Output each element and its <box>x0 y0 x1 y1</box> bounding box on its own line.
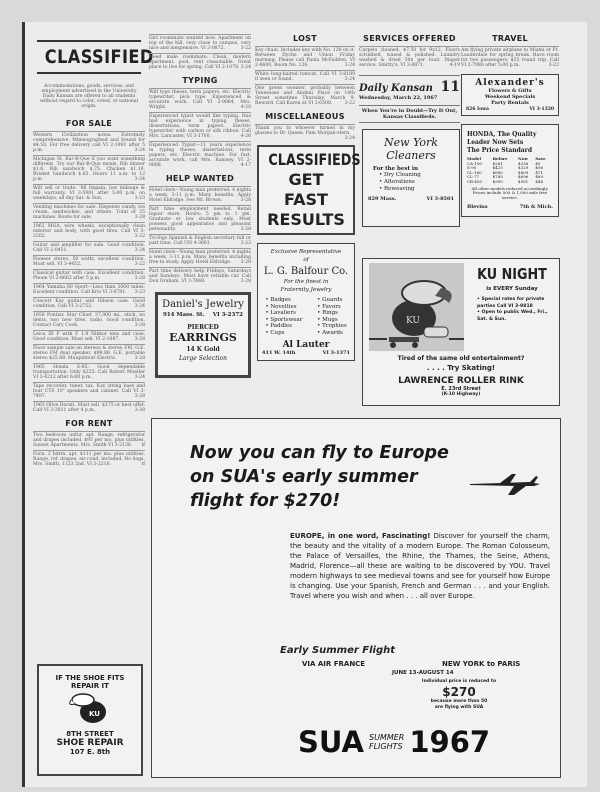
ad-text: Tri-Sigs Spanish & English secretary full or part time. Call UN 4-3661. <box>149 236 251 246</box>
honda-col-header: Before <box>492 156 508 161</box>
classified-ad <box>149 141 251 170</box>
paper-date: Wednesday, March 22, 1967 <box>359 95 438 101</box>
balfour-rep: Al Lauter <box>282 340 330 350</box>
ad-text: Michigan St. Bar-B-Que if you want something different. Try our Bar-B-Que meals. Rib dinner $1.6. Rib sandwich $.75. Chicken $1.10. Brisket Sandwich $.65. Hours 11 a.m. to 12 p.m. <box>33 157 145 182</box>
section-for-rent: FOR RENT <box>65 419 113 428</box>
balfour-item: • Guards <box>317 297 347 304</box>
shoe-mascot-text: KU <box>89 710 100 718</box>
ad-code: 3-24 <box>134 304 145 309</box>
ad-code: 3-28 <box>240 279 251 284</box>
ad-text: Key chain. Includes key with No. 126 on it. Between Dyche and Union Friday morning. Please call Paula McFadden. VI 2-6600, Room No. 126. <box>255 48 355 68</box>
honda-cell: $44 <box>535 178 543 184</box>
honda-cell: $609 <box>518 169 529 175</box>
section-misc: MISCELLANEOUS <box>265 112 345 121</box>
alexanders-address: 826 Iowa <box>466 107 489 112</box>
classified-ad <box>255 46 355 70</box>
policy-text: Accommodations, goods, services, and employment advertised in the University Daily Kansan are offered to all students without regard to color, creed, or national origin. <box>39 84 139 109</box>
ad-code: 3-22 <box>240 46 251 51</box>
classified-ad <box>149 34 251 53</box>
honda-cell: $236 <box>518 160 529 166</box>
honda-location: 7th & Mich. <box>519 203 553 210</box>
balfour-item: • Awards <box>317 330 347 337</box>
cgr-line-4: RESULTS <box>267 210 345 229</box>
travel-list <box>461 46 559 70</box>
balfour-tag2: Fraternity Jewelry <box>280 287 332 293</box>
sua-flight-title: Early Summer Flight <box>280 645 396 656</box>
ad-text: White long-haired tomcat. Call VI 3-8189 if seen or found. <box>255 72 355 82</box>
shoe-repair-ad <box>37 664 143 776</box>
balfour-item: • Sportswear <box>265 317 302 324</box>
honda-head-2: Leader Now Sets <box>467 139 524 146</box>
daniels-l4: Large Selection <box>178 355 228 362</box>
honda-head-3: The Price Standard <box>467 147 533 154</box>
classified-ad <box>33 184 145 203</box>
roommate-list <box>149 34 251 72</box>
section-typing: TYPING <box>182 76 218 85</box>
ad-code: 4-19 <box>449 63 460 68</box>
rink-highway: (K-10 Highway) <box>441 392 481 397</box>
ad-text: Guitar and amplifier for sale. Good condition. Call VI 2-0451. <box>33 243 145 253</box>
classified-ad <box>33 401 145 415</box>
classified-ad <box>149 186 251 205</box>
ad-code: 3-22 <box>134 262 145 267</box>
classified-ad <box>33 344 145 363</box>
column-4 <box>359 34 460 227</box>
column-1 <box>33 34 154 776</box>
ny-address: 829 Mass. <box>368 196 397 202</box>
sua-price: $270 <box>442 685 476 699</box>
sua-carrier: VIA AIR FRANCE <box>302 660 366 668</box>
daniels-l2: EARRINGS <box>169 331 237 344</box>
ad-text: Leica III F with F 1.9 Nikkor lens and case. Good condition. Must sell. VI 2-1087. <box>33 332 145 342</box>
paper-tagline: When You're in Doubt—Try It Out, Kansas Classifieds. <box>359 105 460 123</box>
ny-name-1: New York <box>384 136 438 149</box>
daniels-name: Daniel's Jewelry <box>162 299 244 310</box>
balfour-of: of <box>303 257 309 263</box>
mascot-text: KU <box>406 316 420 326</box>
classified-ad <box>33 431 145 450</box>
daniels-phone: VI 3-2372 <box>212 312 243 318</box>
ad-text: 1958 Pontiac Star Chief. 37,000 mi., stick, no dents, two new tires, radio. Good condition. Contact Cary Cook. <box>33 313 145 328</box>
honda-cell: $696 <box>518 174 529 180</box>
ad-text: Vending machines for sale. Dispense candy, ice cream, sandwiches, and others. Total of 35 machines. Route for sale. <box>33 205 145 220</box>
ad-text: Tape recorder, tuner, tax. Kay string bass and four CTS 10" speakers and cabinet. Call VI 3-7497. <box>33 384 145 399</box>
shoe-line-2: REPAIR IT <box>71 682 109 690</box>
classified-ad <box>33 269 145 283</box>
jayhawk-icon <box>65 692 115 726</box>
ad-text: Experienced typist would like typing. Has had experience in typing theses, dissertations, term papers. Electric typewriter with carbon or silk ribbon. Call Mrs. Lancaster, VI 3-1700. <box>149 114 251 139</box>
ad-code: tf <box>141 462 145 467</box>
honda-head-1: HONDA, The Quality <box>467 131 537 138</box>
balfour-item: • Trophies <box>317 323 347 330</box>
ad-text: Two bedroom unfur. apt. Range, refrigerator and drapes included. $95 per mo. plus utilities. Sunset Apartments. Mrs. Smith VI 3-2136. <box>33 433 145 448</box>
honda-cell: $71 <box>535 169 543 175</box>
classified-ad <box>149 267 251 286</box>
honda-cell: $425 <box>492 165 503 171</box>
sua-price-block <box>414 679 504 711</box>
section-for-sale: FOR SALE <box>65 119 113 128</box>
sua-logo-flights: FLIGHTS <box>369 742 403 751</box>
ad-text: Furn. 2 bdrm. apt. $111 per mo. plus utilities. Range, ref. drapes, air cond. included. No dogs. Mrs. Smith, 1123 2nd. VI 3-2216. <box>33 452 145 467</box>
sua-headline-2: on SUA's early summer <box>190 467 418 487</box>
ad-code: 3-22 <box>548 63 559 68</box>
ad-code: 3-28 <box>134 408 145 413</box>
sua-logo <box>298 725 490 759</box>
balfour-item: • Mugs <box>317 317 347 324</box>
ad-code: 3-28 <box>240 260 251 265</box>
ad-code: 3-24 <box>134 148 145 153</box>
ny-name-2: Cleaners <box>386 149 436 162</box>
balfour-items-left <box>265 297 302 336</box>
ad-code: 3-23 <box>134 290 145 295</box>
classified-ad <box>461 46 559 70</box>
honda-cell: $785 <box>492 174 503 180</box>
honda-row <box>467 180 553 185</box>
cgr-line-3: FAST <box>284 190 328 209</box>
ad-code: 3-28 <box>134 215 145 220</box>
honda-cell: $951 <box>518 178 529 184</box>
lost-list <box>255 46 355 108</box>
sua-logo-sua: SUA <box>298 725 364 759</box>
alexanders-line-3: Party Rentals <box>491 100 529 106</box>
classified-ad <box>359 46 460 70</box>
help-wanted-list <box>149 186 251 286</box>
ad-code: 3-24 <box>134 248 145 253</box>
ku-bullet: • Special rates for private parties Call VI 3-9818 <box>477 297 557 310</box>
sua-price-note: Individual price is reduced to <box>421 679 497 684</box>
ku-night-ad <box>362 258 560 406</box>
classified-ad <box>33 330 145 344</box>
honda-col-header: Save <box>535 156 546 161</box>
ku-night-sub: is EVERY Sunday <box>486 286 538 292</box>
ad-code: 3-22 <box>134 234 145 239</box>
ad-code: 3-24 <box>134 375 145 380</box>
masthead-title: CLASSIFIED <box>44 46 154 68</box>
honda-cell: $995 <box>492 178 503 184</box>
ad-code: 3-24 <box>344 77 355 82</box>
ad-text: Am flying private airplane to Miami or Ft. Lauderdale for spring break. Have room for two passengers. $55 round trip. Call VI 2-7980 after 5:00 p.m. <box>461 48 559 68</box>
ad-code: 4-26 <box>240 134 251 139</box>
ad-code: 3-28 <box>134 394 145 399</box>
ad-code: 3-28 <box>134 276 145 281</box>
sua-logo-summer: SUMMER <box>369 733 405 742</box>
ad-code: 3-24 <box>240 65 251 70</box>
classified-ad <box>149 112 251 141</box>
sua-route: NEW YORK to PARIS <box>442 660 521 668</box>
ny-service-item: • Reweaving <box>379 186 459 193</box>
ad-code: 3-28 <box>240 227 251 232</box>
sua-body-text: Discover for yourself the charm, the beauty and the vitality of a modern Europe. The Roman Colosseum, the Palace of Versailles, the Rhine, the Thames, the Seine, Athens, Madrid, Florence—all these are waiting to be discovered by YOU. Travel modern highways to see medieval towns and see for yourself how Europe is changing. Use your Spanish, French and German . . . and your English. Travel where you wish and when . . . all over Europe. <box>290 532 551 600</box>
section-lost: LOST <box>292 34 318 43</box>
honda-cell: CB-450 <box>467 178 483 184</box>
ad-code: 3-24 <box>134 177 145 182</box>
balfour-item: • Novelties <box>265 304 302 311</box>
honda-col-header: Now <box>518 156 528 161</box>
balfour-item: • Rings <box>317 310 347 317</box>
daniels-jewelry-ad <box>155 292 251 378</box>
sua-body-lead: EUROPE, in one word, Fascinating! <box>290 532 431 540</box>
classified-ad <box>33 297 145 311</box>
balfour-phone: VI 3-1371 <box>322 350 350 356</box>
classifieds-get-results-ad <box>257 145 361 235</box>
ad-code: 3-28 <box>134 337 145 342</box>
balfour-item: • Cups <box>265 330 302 337</box>
ku-try: . . . . Try Skating! <box>426 364 496 372</box>
cgr-line-1: CLASSIFIEDS <box>268 150 361 169</box>
services-list <box>359 46 460 70</box>
daniels-l1: PIERCED <box>187 324 219 331</box>
ad-text: Experienced Typist—11 years experience in typing theses, dissertations, term papers, etc. Electric machine. For fast, accurate work, call Mrs. Ramsey, VI 2-0868. <box>149 143 251 168</box>
typing-list <box>149 88 251 170</box>
section-services: SERVICES OFFERED <box>363 34 456 43</box>
ad-text: Hotel clerk—Young man preferred. 4 nights a week, 3-11 p.m. Many benefits including free to study. Apply Hotel Eldridge. <box>149 250 251 265</box>
paper-header <box>359 75 460 123</box>
classified-ad <box>33 450 145 469</box>
ny-lead: For the best in <box>373 166 419 172</box>
paper-name: Daily Kansan <box>359 83 433 94</box>
ad-text: Girl roommate wanted now. Apartment on top of the hill, very close to campus, very nice and inexpensive. VI 3-0872. <box>149 36 251 51</box>
honda-cell: $89 <box>535 174 543 180</box>
classified-ad <box>149 205 251 234</box>
column-3 <box>255 34 361 361</box>
classified-ad <box>149 248 251 267</box>
honda-cell: CA-100 <box>467 160 482 166</box>
ad-text: 1962 MGA, wire wheels, exceptionally clean exterior and body, with good tires. Call VI 3-2202. <box>33 224 145 239</box>
classified-ad <box>33 222 145 241</box>
ad-text: 1964 Yamaha 80 Sport—Less than 3000 miles. Excellent condition. Call Kris VI 3-0781. <box>33 285 145 295</box>
ad-text: Floor sample sale on stereos & stereo FM. G.E. stereo FM dual speaker, $98.88. G.E. portable stereo $25.88. Maupintour Electric. <box>33 346 145 361</box>
for-sale-list <box>33 131 145 415</box>
shoe-line-4: SHOE REPAIR <box>56 738 124 748</box>
ad-text: 1963 Olive Dorati. Must sell. $175 or best offer. Call VI 3-3811 after 4 p.m. <box>33 403 145 413</box>
alexanders-phone: VI 3-1320 <box>529 107 554 112</box>
sua-headline-3: flight for $270! <box>190 491 341 511</box>
classified-ad <box>255 70 355 84</box>
honda-cell: S-90 <box>467 165 477 171</box>
sua-headline-1: Now you can fly to Europe <box>190 443 449 463</box>
column-2 <box>149 34 251 378</box>
ad-text: Western Civilization notes. Extremely comprehensive. Mimeographed and bound for $4.50. For free delivery call VI 2-1901 after 5 p.m. <box>33 133 145 153</box>
balfour-item: • Lavaliers <box>265 310 302 317</box>
daniels-l3: 14 K Gold <box>186 346 220 353</box>
sua-price-sub-1: because more than 50 <box>430 699 488 704</box>
balfour-tag1: For the finest in <box>283 279 329 285</box>
classified-ad <box>149 53 251 72</box>
rink-street: E. 23rd Street <box>441 386 481 392</box>
ad-code: 3-24 <box>344 63 355 68</box>
new-york-cleaners-ad <box>362 129 460 227</box>
ku-tired: Tired of the same old entertainment? <box>397 355 525 362</box>
ad-code: 3-28 <box>134 356 145 361</box>
page-number: 11 <box>440 79 460 95</box>
newspaper-page <box>22 22 587 787</box>
ad-text: Will sell or trade: '66 Impala, low mileage & full warranty. VI 3-5981 after 5:00 p.m. on weekdays, all day Sat. & Sun. <box>33 186 145 201</box>
honda-cell: $329 <box>518 165 529 171</box>
column-5 <box>461 34 559 217</box>
shoe-line-1: IF THE SHOE FITS <box>55 674 125 682</box>
daniels-address: 914 Mass. St. <box>163 312 205 318</box>
ad-code: 3-28 <box>240 198 251 203</box>
honda-dealer: Blevins <box>467 203 488 210</box>
honda-price-table <box>467 157 553 185</box>
jayhawk-icon <box>369 263 464 351</box>
shoe-address: 107 E. 8th <box>69 748 111 756</box>
ku-bullet: • Open to public Wed., Fri., Sat. & Sun. <box>477 310 557 323</box>
ad-code: 4-17 <box>240 163 251 168</box>
honda-cell: CL-160 <box>467 169 482 175</box>
ad-code: tf <box>141 443 145 448</box>
alexanders-line-2: Weekend Specials <box>484 94 536 100</box>
misc-list <box>255 124 355 141</box>
classified-ad <box>149 88 251 112</box>
balfour-address: 411 W. 14th <box>262 350 296 356</box>
classified-ad <box>255 84 355 108</box>
honda-cell: $680 <box>492 169 503 175</box>
ad-text: Part time delivery help Fridays, Saturdays and Sundays. Must have reliable car. Call Don Graham, VI 3-7668. <box>149 269 251 284</box>
sua-europe-flight-ad <box>151 418 561 778</box>
ad-text: Need male roommate. Clean, modern apartment, pool, rent reasonable. Great place to live for spring. Call VI 2-1078. <box>149 55 251 70</box>
ad-text: Classical guitar with case. Excellent condition. Phone VI 2-8663 after 5 p.m. <box>33 271 145 281</box>
for-rent-list <box>33 431 145 469</box>
classified-ad <box>33 311 145 330</box>
classified-ad <box>33 131 145 155</box>
honda-cell: $261 <box>492 160 503 166</box>
balfour-ad <box>257 243 355 361</box>
ny-phone: VI 3-8501 <box>426 196 454 202</box>
airplane-icon <box>470 473 540 497</box>
honda-cell: $5 <box>535 160 541 166</box>
ny-service-item: • Alterations <box>379 179 459 186</box>
ad-text: Concert Kay guitar and Gibson case. Good condition. Call VI 3-2752. <box>33 299 145 309</box>
balfour-item: • Badges <box>265 297 302 304</box>
honda-ad <box>461 124 559 217</box>
balfour-item: • Paddles <box>265 323 302 330</box>
ad-code: 3-24 <box>344 136 355 141</box>
ad-text: Hotel clerk—Young man preferred. 4 nights a week, 3-11 p.m. Many benefits. Apply Hotel Eldridge. See Mr. Brown. <box>149 188 251 203</box>
ad-text: One green sweater, probably between Tennessee and Alumni Place on 14th Street sometime Thursday, March 9. Reward. Call Karen at VI 3-6508. <box>255 86 355 106</box>
sua-dates: JUNE 13-AUGUST 14 <box>392 670 454 676</box>
ad-text: Part time employment needed. Retail liquor store. Hours: 5 pm to 1 pm. Graduate or law students only. Must possess good appearance and pleasant personality. <box>149 207 251 232</box>
balfour-intro: Exclusive Representative <box>270 249 342 255</box>
ad-text: 1965 Honda S-65. Good dependable transportation. Only $225. Call Robert Moeller VI 3-4212 after 6:00 p.m. <box>33 365 145 380</box>
sua-body <box>290 531 550 601</box>
classified-ad <box>255 124 355 141</box>
classified-ad <box>33 283 145 297</box>
ku-night-title: KU NIGHT <box>477 265 547 283</box>
section-help-wanted: HELP WANTED <box>165 174 235 183</box>
sua-logo-year: 1967 <box>409 725 491 759</box>
honda-col-header: Model <box>467 156 481 161</box>
ad-text: Will type theses, term papers, etc. Electric typewriter, pica type. Experienced & accurate work. Call VI 2-9064, Mrs. Wright. <box>149 90 251 110</box>
shoe-line-3: 8TH STREET <box>66 730 114 738</box>
classified-ad <box>33 363 145 382</box>
ny-services <box>363 172 459 193</box>
classified-ad <box>33 255 145 269</box>
classified-ad <box>33 382 145 401</box>
jayhawk-skating-illustration <box>369 263 464 351</box>
rink-name: LAWRENCE ROLLER RINK <box>398 376 524 386</box>
alexanders-name: Alexander's <box>475 78 545 88</box>
ad-code: 3-22 <box>344 101 355 106</box>
balfour-items-right <box>317 297 347 336</box>
ad-code: 3-23 <box>240 241 251 246</box>
classified-ad <box>33 203 145 222</box>
ad-code: 3-28 <box>134 323 145 328</box>
ny-service-item: • Dry Cleaning <box>379 172 459 179</box>
honda-cell: CL-77 <box>467 174 480 180</box>
alexanders-line-1: Flowers & Gifts <box>488 88 532 94</box>
section-travel: TRAVEL <box>492 34 528 43</box>
classified-ad <box>149 234 251 248</box>
classified-ad <box>33 241 145 255</box>
ad-code: 4-20 <box>240 105 251 110</box>
balfour-name: L. G. Balfour Co. <box>263 266 349 277</box>
ad-text: Carpets cleaned. $7.50 for 9x12. Floors scrubbed, waxed & polished. Laundry washed & dried 50¢ per load. Diaper service. Smitty's, VI 3-8071. <box>359 48 460 68</box>
sua-price-sub-2: are flying with SUA <box>434 705 484 710</box>
classified-ad <box>33 155 145 184</box>
classified-banner <box>37 40 154 74</box>
honda-note: All other models reduced accordingly. Prices include 500 & 1,000 mile free service. <box>471 185 549 201</box>
ad-text: Thank you to whoever turned in my glasses to Dr. Queen. Pam Morgan-stern. <box>255 126 355 136</box>
alexanders-ad <box>461 74 559 116</box>
balfour-item: • Favors <box>317 304 347 311</box>
cgr-line-2: GET <box>288 170 324 189</box>
ku-night-bullets <box>467 297 557 323</box>
honda-cell: $96 <box>535 165 543 171</box>
ad-code: 3-23 <box>134 196 145 201</box>
ad-text: Pioneer stereo, 50 watts, excellent condition. Must sell. VI 3-4452. <box>33 257 145 267</box>
